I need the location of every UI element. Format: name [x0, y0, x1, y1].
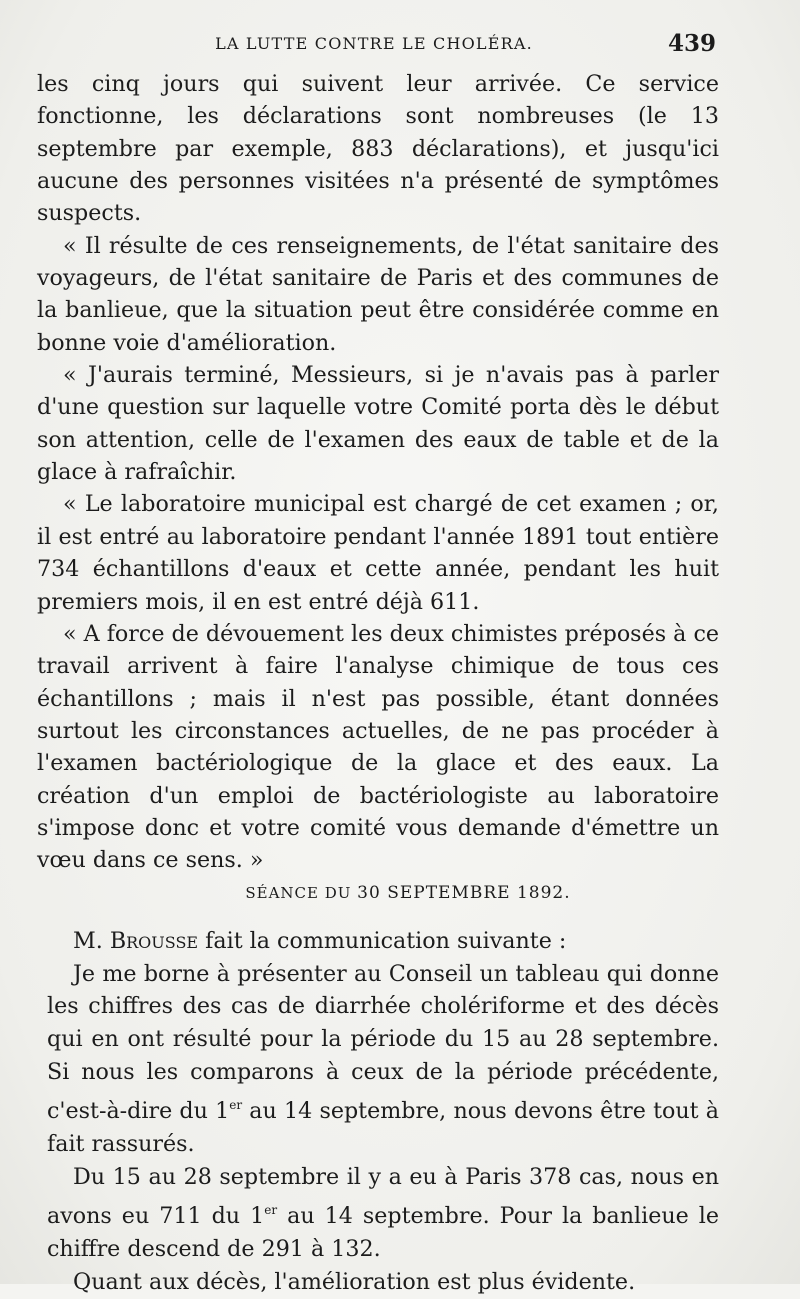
p2-text-a: Du 15 au 28 septembre il y a eu à Paris 378 cas, nous en avons eu 711 du 1: [47, 1163, 719, 1229]
intro-rest: fait la communication suivante :: [198, 927, 567, 954]
seance-prefix: SÉANCE DU: [245, 883, 358, 902]
communication-section: [37, 925, 719, 1299]
p2-text-b: au 14 septembre. Pour la banlieue le chiffre descend de 291 à 132.: [47, 1202, 720, 1262]
paragraph-table-presentation: [47, 958, 719, 1161]
paragraph-chemists: « A force de dévouement les deux chimistes préposés à ce travail arrivent à faire l'analyse chimique de tous ces échantillons ; mais il n'est pas possible, étant données surtout les circonstances actuelles, de ne pas procéder à l'examen bactériologique de la glace et des eaux. La création d'un emploi de bactériologiste au laboratoire s'impose donc et votre comité vous demande d'émettre un vœu dans ce sens. »: [37, 620, 719, 874]
running-head: LA LUTTE CONTRE LE CHOLÉRA.: [215, 34, 533, 53]
seance-heading: [37, 881, 719, 905]
intro-prefix: M.: [73, 927, 110, 954]
p1-text-b: au 14 septembre, nous devons être tout à fait rassurés.: [47, 1098, 719, 1158]
paragraph-continuation: les cinq jours qui suivent leur arrivée. Ce service fonctionne, les déclarations sont nombreuses (le 13 septembre par exemple, 883 déclarations), et jusqu'ici aucune des personnes visitées n'a présenté de symptômes suspects.: [37, 71, 719, 227]
page-number: 439: [667, 30, 716, 57]
speaker-name: Brousse: [109, 927, 199, 954]
body-text: [37, 68, 719, 1299]
p1-text-a: Je me borne à présenter au Conseil un tableau qui donne les chiffres des cas de diarrhée cholériforme et des décès qui en ont résulté pour la période du 15 au 28 septembre. Si nous les comparons à ceux de la période précédente, c'est-à-dire du 1: [47, 960, 719, 1125]
p2-superscript: er: [264, 1202, 278, 1217]
paragraph-deaths: Quant aux décès, l'amélioration est plus évidente.: [73, 1268, 636, 1295]
page-header: [36, 30, 716, 62]
paragraph-case-counts: [47, 1161, 719, 1266]
paragraph-state-summary: « Il résulte de ces renseignements, de l'état sanitaire des voyageurs, de l'état sanitaire de Paris et des communes de la banlieue, que la situation peut être considérée comme en bonne voie d'amélioration.: [37, 232, 719, 356]
p1-superscript: er: [229, 1098, 243, 1113]
paragraph-water-question: « J'aurais terminé, Messieurs, si je n'avais pas à parler d'une question sur laquelle votre Comité porta dès le début son attention, celle de l'examen des eaux de table et de la glace à rafraîchir.: [37, 362, 719, 486]
communication-intro: [47, 925, 719, 958]
paragraph-laboratory: « Le laboratoire municipal est chargé de cet examen ; or, il est entré au laboratoire pendant l'année 1891 tout entière 734 échantillons d'eaux et cette année, pendant les huit premiers mois, il en est entré déjà 611.: [37, 491, 719, 615]
seance-date: 30 SEPTEMBRE 1892.: [357, 882, 571, 903]
